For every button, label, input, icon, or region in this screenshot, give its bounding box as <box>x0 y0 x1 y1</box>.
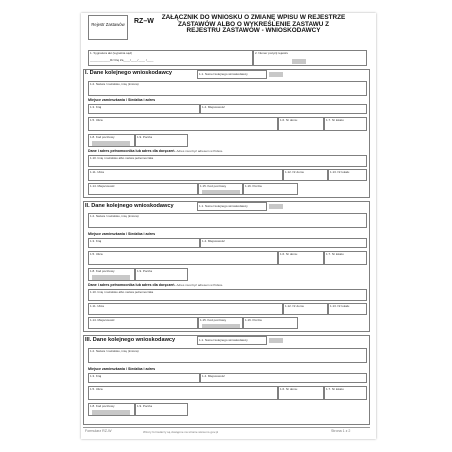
section-2-proxy-postcode-field[interactable] <box>198 317 243 329</box>
section-2-proxy-house-field[interactable] <box>283 303 328 315</box>
register-position-input[interactable] <box>292 59 306 64</box>
section-3-number-field <box>197 336 267 345</box>
case-number-label: 1. Sygnatura akt (wypełnia sąd) <box>90 51 133 55</box>
section-2-postcode-field[interactable] <box>88 268 135 281</box>
register-position-field <box>253 50 367 66</box>
city-label: 1.4. Miejscowość <box>202 239 225 243</box>
section-3-postcode-field[interactable] <box>88 403 135 416</box>
post-label: 1.9. Poczta <box>137 269 153 273</box>
section-3-house-field[interactable] <box>278 386 324 400</box>
section-2-street-field[interactable] <box>88 251 278 265</box>
section-2-proxy-heading <box>88 283 223 287</box>
section-2-name-field[interactable] <box>88 213 367 228</box>
postcode-label: 1.8. Kod pocztowy <box>90 269 115 273</box>
country-label: 1.3. Kraj <box>90 374 102 378</box>
section-3-post-field[interactable] <box>135 403 188 416</box>
proxy-house-label: 1.12. Nr domu <box>285 304 305 308</box>
city-label: 1.4. Miejscowość <box>202 374 225 378</box>
proxy-post-label: 1.16. Poczta <box>245 184 262 188</box>
section-3-flat-field[interactable] <box>324 386 367 400</box>
section-1-name-field[interactable] <box>88 81 367 96</box>
section-1-address-heading: Miejsce zamieszkania / Siedziba i adres <box>88 98 156 102</box>
applicant-number-label: 1.1. Numer kolejnego wnioskodawcy <box>199 72 248 76</box>
section-1-country-field[interactable] <box>88 104 200 114</box>
proxy-note: Adres musi być adresem w Polsce. <box>176 149 224 153</box>
footer-info: Wzory formularzy są dostępne na stronie www.ms.gov.pl <box>143 430 219 434</box>
section-1-proxy-house-field[interactable] <box>283 169 328 181</box>
proxy-city-label: 1.14. Miejscowość <box>90 184 115 188</box>
section-3-title: III. Dane kolejnego wnioskodawcy <box>85 337 176 343</box>
section-3-street-field[interactable] <box>88 386 278 400</box>
section-3-name-field[interactable] <box>88 348 367 363</box>
section-2-address-heading: Miejsce zamieszkania / Siedziba i adres <box>88 232 156 236</box>
section-3-city-field[interactable] <box>200 373 367 383</box>
proxy-post-label: 1.16. Poczta <box>245 318 262 322</box>
section-1-number-input[interactable] <box>269 72 283 77</box>
proxy-note: Adres musi być adresem w Polsce. <box>176 283 224 287</box>
proxy-heading-text: Dane i adres pełnomocnika lub adres dla doręczeń. <box>88 283 176 287</box>
flat-no-label: 1.7. Nr lokalu <box>326 252 344 256</box>
section-1-proxy-heading <box>88 149 223 153</box>
country-label: 1.3. Kraj <box>90 239 102 243</box>
proxy-heading-text: Dane i adres pełnomocnika lub adres dla doręczeń. <box>88 149 176 153</box>
case-number-value: ____________Rz Rej Za____/____/____ /____ <box>90 58 154 62</box>
section-2-proxy-name-field[interactable] <box>88 289 367 301</box>
section-1-proxy-street-field[interactable] <box>88 169 283 181</box>
proxy-flat-label: 1.13. Nr lokalu <box>330 304 350 308</box>
section-2-post-field[interactable] <box>135 268 188 281</box>
case-number-field <box>88 50 253 66</box>
postcode-label: 1.8. Kod pocztowy <box>90 135 115 139</box>
proxy-house-label: 1.12. Nr domu <box>285 170 305 174</box>
street-label: 1.5. Ulica <box>90 118 103 122</box>
section-1-post-field[interactable] <box>135 134 188 147</box>
post-label: 1.9. Poczta <box>137 135 153 139</box>
country-label: 1.3. Kraj <box>90 105 102 109</box>
section-3-country-field[interactable] <box>88 373 200 383</box>
section-2-house-field[interactable] <box>278 251 324 265</box>
house-no-label: 1.6. Nr domu <box>280 387 298 391</box>
register-position-label: 2. Numer pozycji rejestru <box>255 51 289 55</box>
section-2-title: II. Dane kolejnego wnioskodawcy <box>85 203 174 209</box>
house-no-label: 1.6. Nr domu <box>280 252 298 256</box>
proxy-postcode-input[interactable] <box>202 190 240 194</box>
section-1-title: I. Dane kolejnego wnioskodawcy <box>85 70 173 76</box>
proxy-postcode-label: 1.15. Kod pocztowy <box>200 318 227 322</box>
proxy-street-label: 1.11. Ulica <box>90 304 104 308</box>
form-page <box>81 13 376 439</box>
section-1-proxy-city-field[interactable] <box>88 183 198 195</box>
proxy-postcode-input[interactable] <box>202 324 240 328</box>
name-label: 1.2. Nazwa / nazwisko, imię (imiona) <box>90 349 139 353</box>
postcode-label: 1.8. Kod pocztowy <box>90 404 115 408</box>
registry-box <box>88 15 128 40</box>
section-1-proxy-post-field[interactable] <box>243 183 298 195</box>
footer-form-name: Formularz RZ-W <box>85 429 112 433</box>
postcode-input[interactable] <box>92 141 130 146</box>
form-title: ZAŁĄCZNIK DO WNIOSKU O ZMIANĘ WPISU W REJESTRZE ZASTAWÓW ALBO O WYKREŚLENIE ZASTAWU Z REJESTRU ZASTAWÓW - WNIOSKODAWCY <box>161 14 346 35</box>
applicant-number-label: 1.1. Numer kolejnego wnioskodawcy <box>199 338 248 342</box>
section-2-number-input[interactable] <box>269 204 283 209</box>
footer-divider <box>83 427 370 428</box>
street-label: 1.5. Ulica <box>90 387 103 391</box>
street-label: 1.5. Ulica <box>90 252 103 256</box>
section-3-address-heading: Miejsce zamieszkania / Siedziba i adres <box>88 367 156 371</box>
proxy-postcode-label: 1.15. Kod pocztowy <box>200 184 227 188</box>
section-2-number-field <box>197 202 267 211</box>
proxy-flat-label: 1.13. Nr lokalu <box>330 170 350 174</box>
proxy-name-label: 1.10. Imię i nazwisko albo nazwa pełnomocnika <box>90 290 154 294</box>
footer-page-number: Strona 1 z 2 <box>331 429 351 433</box>
section-2-proxy-flat-field[interactable] <box>328 303 367 315</box>
form-code: RZ–W <box>134 18 154 25</box>
section-2-proxy-street-field[interactable] <box>88 303 283 315</box>
section-1-proxy-flat-field[interactable] <box>328 169 367 181</box>
section-2-country-field[interactable] <box>88 238 200 248</box>
section-1-street-field[interactable] <box>88 117 278 131</box>
registry-label: Rejestr Zastawów <box>91 22 125 27</box>
section-1-house-field[interactable] <box>278 117 324 131</box>
city-label: 1.4. Miejscowość <box>202 105 225 109</box>
section-2-city-field[interactable] <box>200 238 367 248</box>
section-2-proxy-post-field[interactable] <box>243 317 298 329</box>
section-1-city-field[interactable] <box>200 104 367 114</box>
section-1-number-field <box>197 70 267 79</box>
section-1-postcode-field[interactable] <box>88 134 135 147</box>
section-1-flat-field[interactable] <box>324 117 367 131</box>
name-label: 1.2. Nazwa / nazwisko, imię (imiona) <box>90 214 139 218</box>
flat-no-label: 1.7. Nr lokalu <box>326 387 344 391</box>
section-1-proxy-postcode-field[interactable] <box>198 183 243 195</box>
section-1-proxy-name-field[interactable] <box>88 155 367 167</box>
flat-no-label: 1.7. Nr lokalu <box>326 118 344 122</box>
postcode-input[interactable] <box>92 275 130 280</box>
proxy-city-label: 1.14. Miejscowość <box>90 318 115 322</box>
section-3-number-input[interactable] <box>269 338 283 343</box>
applicant-number-label: 1.1. Numer kolejnego wnioskodawcy <box>199 204 248 208</box>
section-2-proxy-city-field[interactable] <box>88 317 198 329</box>
proxy-street-label: 1.11. Ulica <box>90 170 104 174</box>
house-no-label: 1.6. Nr domu <box>280 118 298 122</box>
name-label: 1.2. Nazwa / nazwisko, imię (imiona) <box>90 82 139 86</box>
proxy-name-label: 1.10. Imię i nazwisko albo nazwa pełnomocnika <box>90 156 154 160</box>
section-2-flat-field[interactable] <box>324 251 367 265</box>
postcode-input[interactable] <box>92 410 130 415</box>
post-label: 1.9. Poczta <box>137 404 153 408</box>
